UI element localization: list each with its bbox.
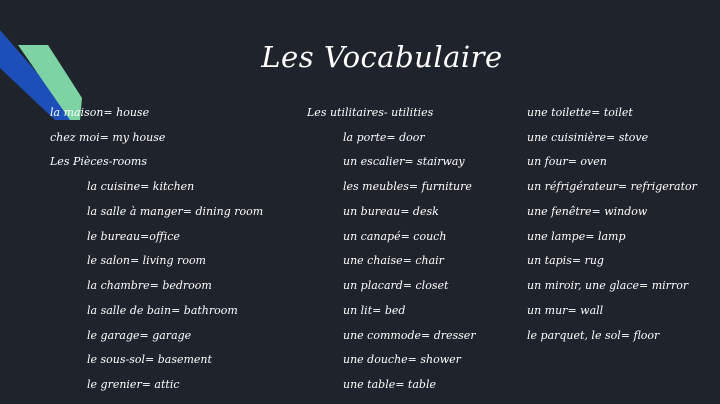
vocab-item: une chaise= chair <box>343 254 444 267</box>
vocab-item: la maison= house <box>50 106 150 119</box>
vocab-item: une commode= dresser <box>343 329 476 342</box>
vocab-item: une douche= shower <box>343 353 461 366</box>
vocab-item: un escalier= stairway <box>343 155 465 168</box>
vocab-item: un bureau= desk <box>343 205 439 218</box>
vocab-item: un mur= wall <box>527 304 604 317</box>
vocab-item: le garage= garage <box>87 329 192 342</box>
vocab-item: un lit= bed <box>343 304 406 317</box>
vocab-item: un four= oven <box>527 155 607 168</box>
vocab-item: la salle de bain= bathroom <box>87 304 238 317</box>
vocab-item: une lampe= lamp <box>527 230 626 243</box>
vocab-item: chez moi= my house <box>50 131 166 144</box>
vocab-item: la porte= door <box>343 131 425 144</box>
vocab-item: le grenier= attic <box>87 378 180 391</box>
vocab-item: une toilette= toilet <box>527 106 633 119</box>
vocab-item: un placard= closet <box>343 279 449 292</box>
vocab-item: la chambre= bedroom <box>87 279 212 292</box>
section-heading-utilities: Les utilitaires- utilities <box>307 106 434 119</box>
vocab-item: un canapé= couch <box>343 230 447 243</box>
vocab-item: le sous-sol= basement <box>87 353 212 366</box>
section-heading-rooms: Les Pièces-rooms <box>50 155 147 168</box>
vocab-item: le parquet, le sol= floor <box>527 329 660 342</box>
vocab-item: une table= table <box>343 378 436 391</box>
vocab-item: un miroir, une glace= mirror <box>527 279 689 292</box>
vocab-item: un tapis= rug <box>527 254 604 267</box>
vocab-item: une fenêtre= window <box>527 205 648 218</box>
vocab-item: la salle à manger= dining room <box>87 205 264 218</box>
vocab-item: le salon= living room <box>87 254 206 267</box>
vocab-item: une cuisinière= stove <box>527 131 649 144</box>
slide-title: Les Vocabulaire <box>261 40 503 74</box>
vocab-item: un réfrigérateur= refrigerator <box>527 180 697 193</box>
vocab-item: les meubles= furniture <box>343 180 472 193</box>
vocab-item: la cuisine= kitchen <box>87 180 195 193</box>
vocab-item: le bureau=office <box>87 230 180 243</box>
